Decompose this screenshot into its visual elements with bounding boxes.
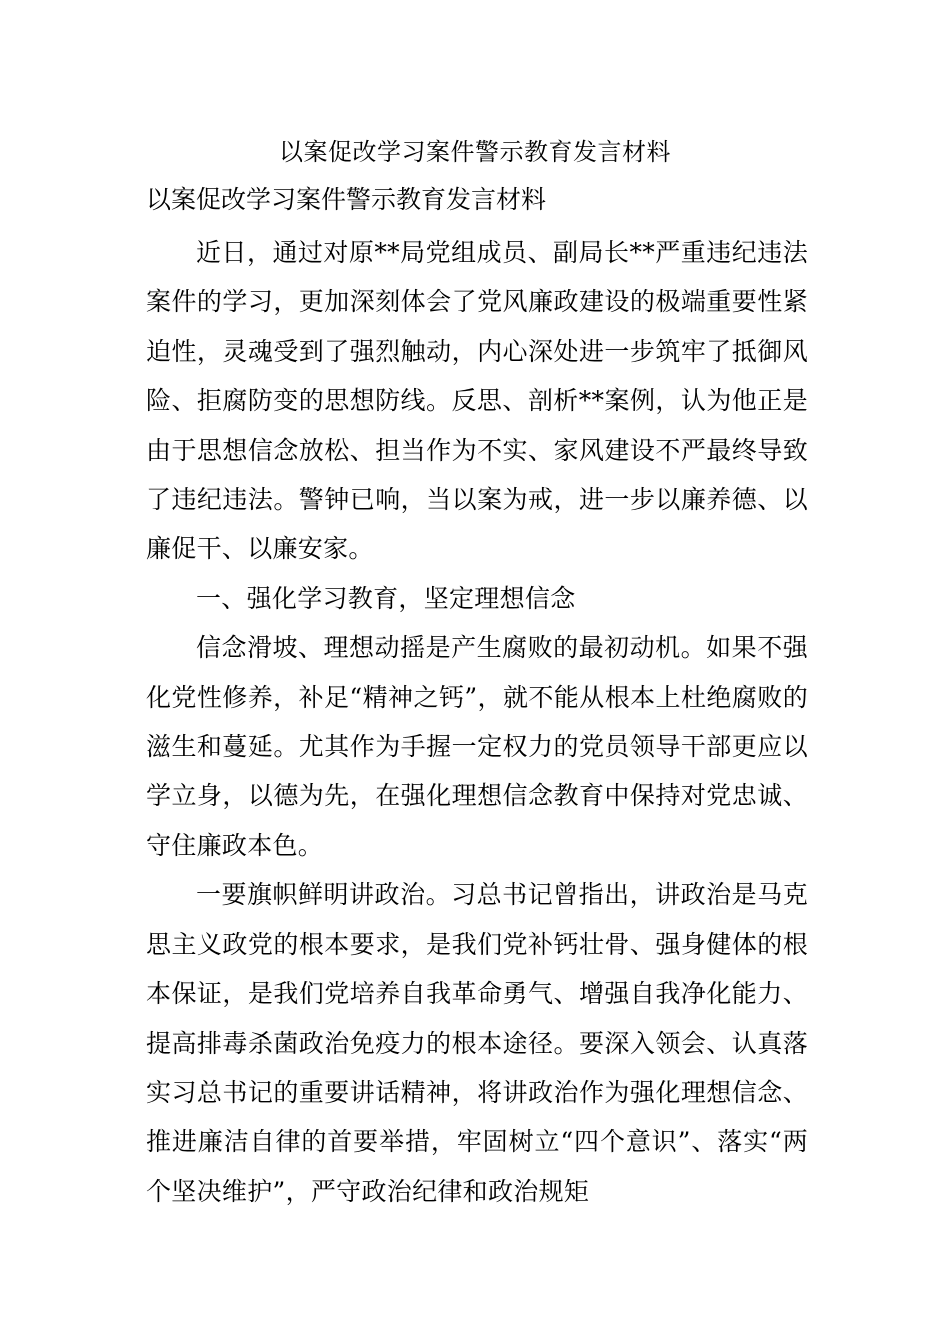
body-paragraph: 信念滑坡、理想动摇是产生腐败的最初动机。如果不强化党性修养，补足“精神之钙”，就不能从根本上杜绝腐败的滋生和蔓延。尤其作为手握一定权力的党员领导干部更应以学立身，以德为先，在强化理想信念教育中保持对党忠诚、守住廉政本色。 — [146, 633, 808, 860]
document-title: 以案促改学习案件警示教育发言材料 — [279, 138, 671, 166]
intro-paragraph: 近日，通过对原**局党组成员、副局长**严重违纪违法案件的学习，更加深刻体会了党风廉政建设的极端重要性紧迫性，灵魂受到了强烈触动，内心深处进一步筑牢了抵御风险、拒腐防变的思想防线。反思、剖析**案例，认为他正是由于思想信念放松、担当作为不实、家风建设不严最终导致了违纪违法。警钟已响，当以案为戒，进一步以廉养德、以廉促干、以廉安家。 — [146, 238, 808, 564]
document-body — [146, 228, 808, 1216]
section-heading: 一、强化学习教育，坚定理想信念 — [196, 583, 576, 613]
body-paragraph: 一要旗帜鲜明讲政治。习总书记曾指出，讲政治是马克思主义政党的根本要求，是我们党补钙壮骨、强身健体的根本保证，是我们党培养自我革命勇气、增强自我净化能力、提高排毒杀菌政治免疫力的根本途径。要深入领会、认真落实习总书记的重要讲话精神，将讲政治作为强化理想信念、推进廉洁自律的首要举措，牢固树立“四个意识”、落实“两个坚决维护”，严守政治纪律和政治规矩 — [146, 880, 808, 1206]
document-subtitle: 以案促改学习案件警示教育发言材料 — [146, 185, 547, 214]
